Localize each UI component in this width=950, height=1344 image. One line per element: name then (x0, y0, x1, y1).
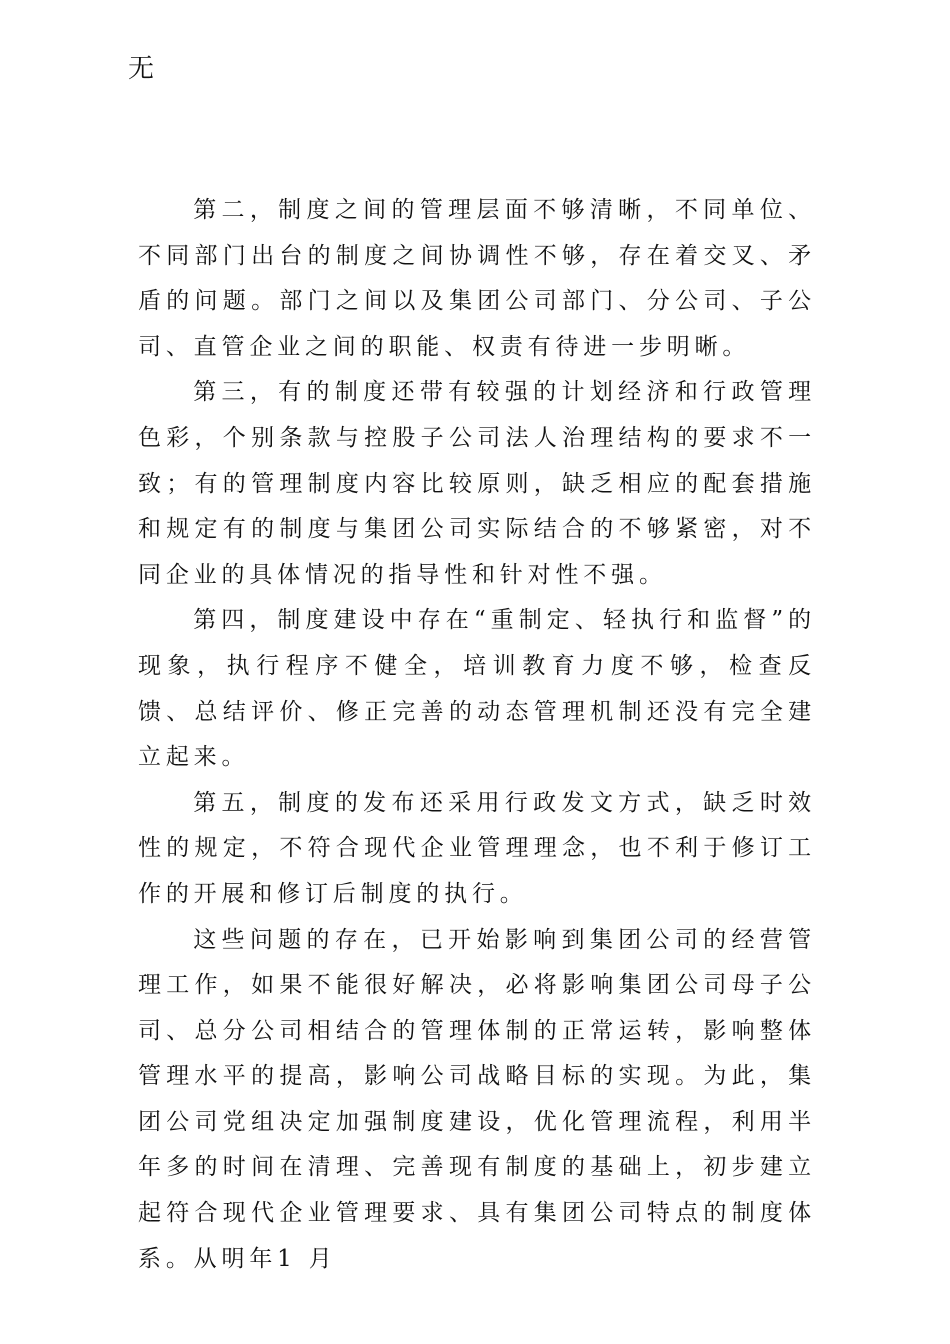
paragraph-fourth: 第四，制度建设中存在“重制定、轻执行和监督”的现象，执行程序不健全，培训教育力度不够，检查反馈、总结评价、修正完善的动态管理机制还没有完全建立起来。 (138, 607, 816, 771)
document-body (138, 188, 816, 1282)
header-mark: 无 (128, 54, 155, 84)
paragraph-fifth: 第五，制度的发布还采用行政发文方式，缺乏时效性的规定，不符合现代企业管理理念，也不利于修订工作的开展和修订后制度的执行。 (138, 789, 816, 907)
paragraph-conclusion: 这些问题的存在，已开始影响到集团公司的经营管理工作，如果不能很好解决，必将影响集团公司母子公司、总分公司相结合的管理体制的正常运转，影响整体管理水平的提高，影响公司战略目标的实现。为此，集团公司党组决定加强制度建设，优化管理流程，利用半年多的时间在清理、完善现有制度的基础上，初步建立起符合现代企业管理要求、具有集团公司特点的制度体系。从明年1 月 (138, 926, 816, 1272)
paragraph-third: 第三，有的制度还带有较强的计划经济和行政管理色彩，个别条款与控股子公司法人治理结构的要求不一致；有的管理制度内容比较原则，缺乏相应的配套措施和规定有的制度与集团公司实际结合的不够紧密，对不同企业的具体情况的指导性和针对性不强。 (138, 379, 816, 588)
paragraph-second: 第二，制度之间的管理层面不够清晰，不同单位、不同部门出台的制度之间协调性不够，存在着交叉、矛盾的问题。部门之间以及集团公司部门、分公司、子公司、直管企业之间的职能、权责有待进一步明晰。 (138, 197, 816, 360)
